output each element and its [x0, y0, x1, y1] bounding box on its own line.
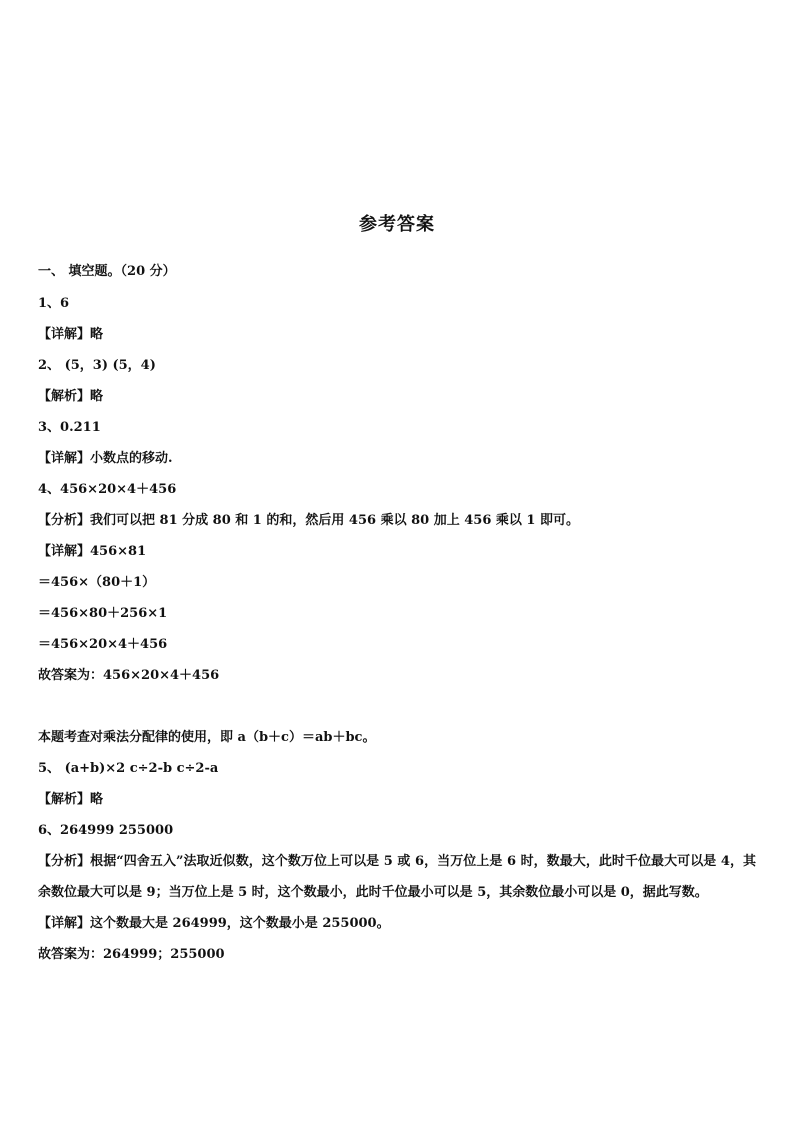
calculation-line: ＝456×（80＋1） [38, 575, 156, 590]
explanation-line: 【详解】这个数最大是 264999，这个数最小是 255000。 [38, 916, 390, 931]
explanation-line: 【解析】略 [38, 792, 104, 807]
conclusion-line: 故答案为：456×20×4＋456 [38, 668, 220, 683]
analysis-paragraph: 【分析】根据“四舍五入”法取近似数，这个数万位上可以是 5 或 6，当万位上是 6 时，数最大，此时千位最大可以是 4，其余数位最大可以是 9；当万位上是 5 时，这个数最小，此时千位最小可以是 5，其余数位最小可以是 0，据此写数。 [38, 854, 756, 900]
answer-line: 5、 (a+b)×2 c÷2-b c÷2-a [38, 761, 219, 776]
answer-line: 2、 (5，3) (5，4) [38, 358, 156, 373]
explanation-line: 【解析】略 [38, 389, 104, 404]
answer-line: 1、6 [38, 296, 70, 311]
explanation-line: 【详解】小数点的移动. [38, 451, 173, 466]
analysis-line: 【分析】我们可以把 81 分成 80 和 1 的和，然后用 456 乘以 80 加上 456 乘以 1 即可。 [38, 513, 579, 528]
answer-content [38, 262, 756, 970]
conclusion-line: 故答案为：264999；255000 [38, 947, 225, 962]
note-line: 本题考查对乘法分配律的使用，即 a（b＋c）＝ab＋bc。 [38, 730, 376, 745]
calculation-line: ＝456×20×4＋456 [38, 637, 168, 652]
section-heading: 一、 填空题。（20 分） [38, 264, 176, 279]
explanation-line: 【详解】略 [38, 327, 104, 342]
calculation-line: ＝456×80＋256×1 [38, 606, 168, 621]
blank-line [38, 691, 756, 722]
explanation-line: 【详解】456×81 [38, 544, 147, 559]
answer-line: 4、456×20×4＋456 [38, 482, 177, 497]
page-title: 参考答案 [359, 214, 435, 235]
answer-line: 6、264999 255000 [38, 823, 174, 838]
answer-line: 3、0.211 [38, 420, 101, 435]
